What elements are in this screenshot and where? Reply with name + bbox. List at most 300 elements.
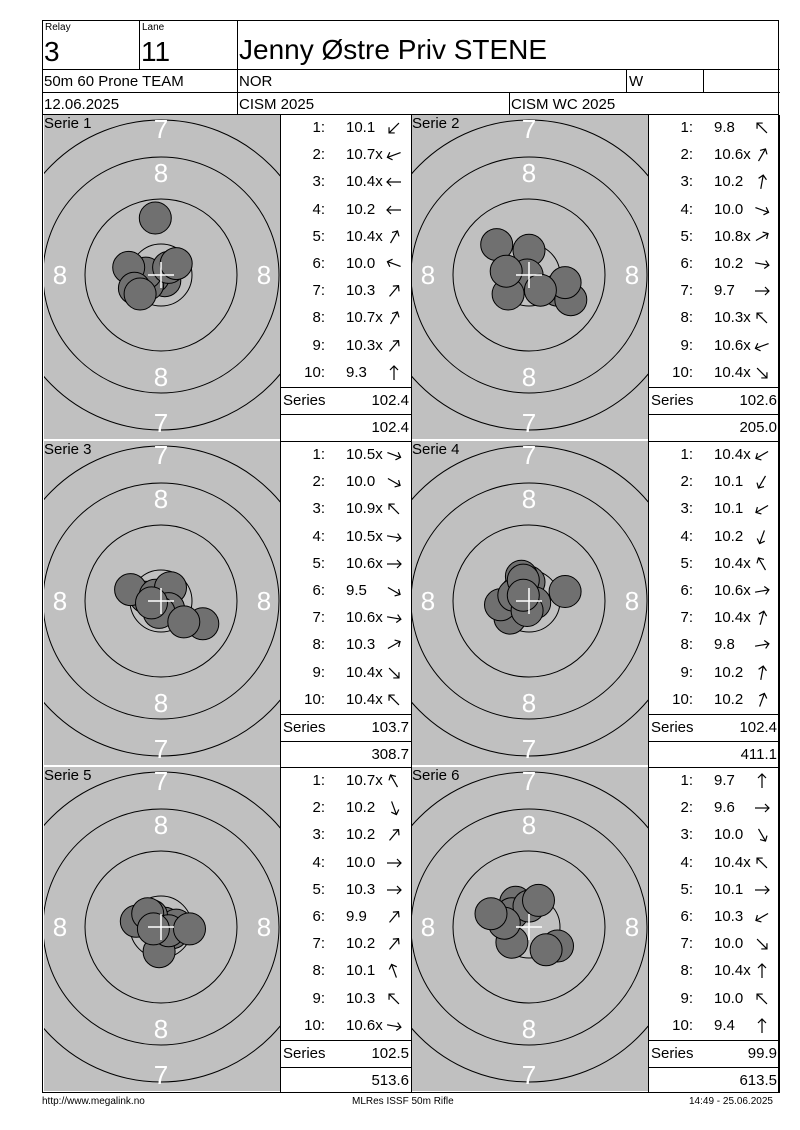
series-total: 102.4 [371, 392, 409, 409]
shot-number: 8: [312, 309, 325, 327]
shot-number: 6: [312, 582, 325, 599]
shot-row [649, 632, 779, 659]
ring-label-8: 8 [521, 362, 537, 392]
shot-number: 10: [672, 363, 693, 381]
cumulative-total: 205.0 [739, 419, 777, 436]
series-total: 99.9 [747, 1045, 777, 1062]
shot-value: 10.4x [346, 227, 383, 245]
shot-value: 9.6 [714, 799, 735, 817]
shot-value: 10.7x [346, 146, 383, 164]
shot-number: 1: [680, 772, 693, 789]
shot-number: 10: [672, 1016, 693, 1034]
direction-arrow-icon [753, 473, 771, 491]
divider [509, 92, 510, 116]
shot-number: 2: [312, 473, 325, 491]
shot-value: 10.7x [346, 772, 383, 789]
direction-arrow-icon [385, 309, 403, 327]
ring-label-7: 7 [521, 408, 537, 438]
shot-value: 10.3 [346, 989, 376, 1007]
shot-number: 9: [680, 989, 693, 1007]
direction-arrow-icon [385, 1017, 403, 1035]
shot-number: 10: [304, 690, 325, 708]
shot-value: 10.6x [714, 336, 751, 354]
direction-arrow-icon [385, 908, 403, 926]
shot-hole [549, 576, 581, 608]
shot-value: 10.1 [346, 119, 376, 136]
shot-value: 10.0 [714, 989, 744, 1007]
direction-arrow-icon [753, 826, 771, 844]
shot-number: 9: [312, 989, 325, 1007]
ring-label-7: 7 [153, 441, 169, 470]
divider [43, 92, 780, 93]
shot-row [281, 469, 411, 496]
series-label: Series [283, 392, 326, 409]
series-total: 102.6 [739, 392, 777, 409]
shot-value: 10.2 [346, 935, 376, 953]
nation: NOR [239, 73, 273, 90]
shot-value: 10.4x [346, 173, 383, 191]
relay-value: 3 [44, 36, 60, 67]
shot-value: 10.2 [346, 826, 376, 844]
shot-number: 3: [680, 500, 693, 518]
shot-number: 8: [312, 636, 325, 654]
ring-label-8: 8 [521, 810, 537, 840]
shot-row [649, 496, 779, 523]
shot-number: 5: [680, 227, 693, 245]
divider [626, 70, 627, 92]
shot-number: 8: [312, 962, 325, 980]
date: 12.06.2025 [44, 96, 120, 113]
series-total-row [281, 387, 411, 414]
shot-value: 10.8x [714, 227, 751, 245]
footer-url[interactable]: http://www.megalink.no [42, 1096, 145, 1107]
shot-value: 10.4x [714, 609, 751, 627]
direction-arrow-icon [385, 582, 403, 600]
shot-value: 10.1 [714, 473, 744, 491]
serie-label: Serie 6 [412, 767, 460, 784]
shot-number: 5: [680, 880, 693, 898]
series-label: Series [651, 1045, 694, 1062]
shot-list-4 [648, 441, 780, 767]
direction-arrow-icon [385, 935, 403, 953]
target-4 [412, 441, 648, 765]
shot-number: 5: [312, 227, 325, 245]
ring-label-7: 7 [521, 734, 537, 764]
direction-arrow-icon [385, 255, 403, 273]
ring-label-7: 7 [153, 1060, 169, 1090]
shot-value: 9.4 [714, 1016, 735, 1034]
shot-row [281, 333, 411, 360]
shot-row [281, 795, 411, 822]
shot-number: 7: [680, 935, 693, 953]
shot-row [281, 632, 411, 659]
shot-number: 3: [680, 173, 693, 191]
shot-row [281, 169, 411, 196]
shot-number: 10: [672, 690, 693, 708]
score-card [42, 20, 780, 1093]
direction-arrow-icon [385, 609, 403, 627]
shot-number: 2: [312, 799, 325, 817]
shot-row [649, 251, 779, 278]
direction-arrow-icon [385, 282, 403, 300]
shot-hole [523, 884, 555, 916]
event-name: 50m 60 Prone TEAM [44, 73, 184, 90]
shot-row [281, 1013, 411, 1040]
cumulative-row [649, 414, 779, 441]
shot-value: 10.0 [346, 255, 376, 272]
ring-label-8: 8 [521, 158, 537, 188]
shot-value: 10.1 [346, 962, 376, 980]
shot-row [649, 197, 779, 224]
shot-row [649, 115, 779, 142]
series-label: Series [283, 1045, 326, 1062]
direction-arrow-icon [753, 990, 771, 1008]
shot-row [281, 305, 411, 332]
divider [43, 69, 780, 70]
shot-number: 8: [680, 962, 693, 980]
direction-arrow-icon [385, 201, 403, 219]
direction-arrow-icon [753, 582, 771, 600]
ring-label-7: 7 [153, 115, 169, 144]
shot-row [649, 360, 779, 387]
shot-row [281, 958, 411, 985]
shot-value: 10.0 [346, 853, 376, 871]
shot-row [649, 578, 779, 605]
shot-row [281, 904, 411, 931]
direction-arrow-icon [753, 854, 771, 872]
serie-label: Serie 5 [44, 767, 92, 784]
shot-row [649, 850, 779, 877]
shot-number: 9: [312, 663, 325, 681]
series-label: Series [651, 719, 694, 736]
footer-software: MLRes ISSF 50m Rifle [352, 1096, 454, 1107]
shot-number: 3: [680, 826, 693, 844]
series-total-row [281, 714, 411, 741]
ring-label-8: 8 [52, 260, 68, 290]
direction-arrow-icon [385, 473, 403, 491]
shot-number: 7: [680, 282, 693, 300]
ring-label-8: 8 [624, 260, 640, 290]
shot-value: 10.6x [346, 609, 383, 627]
serie-label: Serie 3 [44, 441, 92, 458]
shot-value: 10.0 [714, 826, 744, 844]
shot-row [649, 469, 779, 496]
cumulative-total: 308.7 [371, 746, 409, 763]
ring-label-8: 8 [153, 158, 169, 188]
cumulative-total: 411.1 [740, 746, 777, 763]
direction-arrow-icon [753, 555, 771, 573]
shot-row [649, 224, 779, 251]
gender: W [629, 73, 644, 90]
shot-list-2 [648, 115, 780, 441]
direction-arrow-icon [385, 119, 403, 137]
shot-list-1 [280, 115, 412, 441]
shot-row [649, 169, 779, 196]
ring-label-8: 8 [153, 1014, 169, 1044]
shot-number: 2: [680, 146, 693, 164]
cumulative-total: 513.6 [371, 1072, 409, 1089]
series-label: Series [651, 392, 694, 409]
shot-value: 10.3 [346, 282, 376, 300]
shot-number: 4: [680, 200, 693, 218]
shot-row [281, 197, 411, 224]
shot-row [649, 1013, 779, 1040]
shot-number: 1: [312, 772, 325, 789]
shot-value: 10.3 [346, 636, 376, 654]
shot-number: 4: [312, 200, 325, 218]
shot-row [649, 305, 779, 332]
shot-hole [490, 255, 522, 287]
ring-label-8: 8 [420, 586, 436, 616]
shot-value: 10.0 [346, 473, 376, 491]
shot-row [649, 877, 779, 904]
shot-number: 6: [312, 255, 325, 272]
target-face [412, 441, 648, 765]
shot-row [649, 822, 779, 849]
shot-value: 10.6x [714, 582, 751, 599]
shot-value: 10.2 [346, 799, 376, 817]
direction-arrow-icon [753, 636, 771, 654]
cumulative-total: 102.4 [371, 419, 409, 436]
direction-arrow-icon [753, 935, 771, 953]
shot-row [649, 551, 779, 578]
shot-row [649, 795, 779, 822]
shot-row [281, 442, 411, 469]
series-total-row [281, 1040, 411, 1067]
series-total-row [649, 1040, 779, 1067]
direction-arrow-icon [753, 173, 771, 191]
shot-value: 10.4x [714, 853, 751, 871]
direction-arrow-icon [753, 337, 771, 355]
direction-arrow-icon [385, 962, 403, 980]
shot-value: 10.4x [346, 690, 383, 708]
direction-arrow-icon [753, 446, 771, 464]
shot-value: 9.7 [714, 282, 735, 300]
direction-arrow-icon [753, 528, 771, 546]
direction-arrow-icon [753, 146, 771, 164]
shot-row [281, 850, 411, 877]
shot-row [281, 660, 411, 687]
shot-number: 1: [312, 446, 325, 463]
shot-number: 6: [680, 255, 693, 272]
direction-arrow-icon [753, 799, 771, 817]
target-face [44, 767, 280, 1091]
shot-number: 9: [312, 336, 325, 354]
shot-list-5 [280, 767, 412, 1093]
series-total: 103.7 [371, 719, 409, 736]
shot-number: 7: [312, 935, 325, 953]
shot-number: 5: [680, 554, 693, 572]
shot-value: 10.3x [714, 309, 751, 327]
lane-label: Lane [142, 22, 165, 33]
target-2 [412, 115, 648, 439]
shot-number: 1: [312, 119, 325, 136]
direction-arrow-icon [385, 228, 403, 246]
ring-label-8: 8 [624, 586, 640, 616]
divider [703, 70, 704, 92]
shot-value: 10.2 [714, 663, 744, 681]
shot-number: 4: [680, 853, 693, 871]
ring-label-8: 8 [52, 912, 68, 942]
shot-row [281, 822, 411, 849]
target-6 [412, 767, 648, 1091]
shot-value: 10.6x [346, 1016, 383, 1034]
shot-value: 10.2 [346, 200, 376, 218]
shot-number: 9: [680, 336, 693, 354]
ring-label-7: 7 [153, 734, 169, 764]
shot-number: 5: [312, 880, 325, 898]
shot-row [281, 496, 411, 523]
target-5 [44, 767, 280, 1091]
shot-row [281, 524, 411, 551]
ring-label-8: 8 [256, 260, 272, 290]
direction-arrow-icon [753, 255, 771, 273]
competition: CISM 2025 [239, 96, 315, 113]
shot-hole [124, 278, 156, 310]
direction-arrow-icon [385, 146, 403, 164]
direction-arrow-icon [385, 664, 403, 682]
ring-label-8: 8 [420, 260, 436, 290]
shot-value: 10.4x [714, 363, 751, 381]
direction-arrow-icon [385, 799, 403, 817]
direction-arrow-icon [753, 908, 771, 926]
shot-row [649, 142, 779, 169]
direction-arrow-icon [753, 962, 771, 980]
shot-row [649, 333, 779, 360]
shot-number: 4: [312, 853, 325, 871]
shot-number: 3: [312, 173, 325, 191]
target-face [44, 441, 280, 765]
shot-value: 10.3 [714, 908, 744, 925]
direction-arrow-icon [753, 364, 771, 382]
shot-number: 7: [312, 609, 325, 627]
shot-row [281, 251, 411, 278]
shot-value: 9.8 [714, 636, 735, 654]
ring-label-7: 7 [521, 115, 537, 144]
shot-value: 10.2 [714, 690, 744, 708]
shot-hole [168, 606, 200, 638]
ring-label-8: 8 [624, 912, 640, 942]
shot-hole [174, 913, 206, 945]
direction-arrow-icon [385, 173, 403, 191]
athlete-name: Jenny Østre Priv STENE [239, 34, 548, 65]
shot-value: 10.0 [714, 200, 744, 218]
shot-number: 1: [680, 446, 693, 463]
shot-row [281, 578, 411, 605]
target-face [412, 115, 648, 439]
ring-label-8: 8 [521, 484, 537, 514]
shot-row [281, 931, 411, 958]
direction-arrow-icon [385, 364, 403, 382]
shot-row [281, 278, 411, 305]
series-grid [42, 115, 779, 1093]
cumulative-total: 613.5 [739, 1072, 777, 1089]
shot-value: 9.9 [346, 908, 367, 925]
competition-secondary: CISM WC 2025 [511, 96, 616, 113]
shot-row [281, 142, 411, 169]
shot-number: 2: [312, 146, 325, 164]
lane-value: 11 [141, 36, 171, 67]
shot-value: 10.4x [714, 962, 751, 980]
shot-number: 3: [312, 826, 325, 844]
shot-number: 1: [680, 119, 693, 136]
shot-row [649, 986, 779, 1013]
ring-label-7: 7 [153, 767, 169, 796]
target-face [412, 767, 648, 1091]
direction-arrow-icon [753, 119, 771, 137]
shot-hole [507, 579, 539, 611]
shot-row [281, 986, 411, 1013]
shot-number: 5: [312, 554, 325, 572]
shot-number: 4: [312, 527, 325, 545]
shot-value: 10.6x [714, 146, 751, 164]
shot-value: 10.4x [714, 446, 751, 463]
shot-row [281, 224, 411, 251]
direction-arrow-icon [753, 282, 771, 300]
direction-arrow-icon [385, 337, 403, 355]
shot-value: 10.2 [714, 173, 744, 191]
shot-row [649, 687, 779, 714]
shot-number: 9: [680, 663, 693, 681]
shot-value: 10.3x [346, 336, 383, 354]
shot-value: 10.4x [714, 554, 751, 572]
series-total: 102.5 [371, 1045, 409, 1062]
series-label: Series [283, 719, 326, 736]
shot-row [649, 904, 779, 931]
direction-arrow-icon [385, 854, 403, 872]
shot-number: 10: [304, 363, 325, 381]
shot-value: 10.5x [346, 527, 383, 545]
ring-label-7: 7 [521, 1060, 537, 1090]
shot-row [649, 660, 779, 687]
shot-row [649, 958, 779, 985]
shot-row [649, 931, 779, 958]
ring-label-8: 8 [420, 912, 436, 942]
ring-label-8: 8 [153, 688, 169, 718]
shot-number: 6: [680, 908, 693, 925]
target-1 [44, 115, 280, 439]
series-total-row [649, 714, 779, 741]
direction-arrow-icon [753, 664, 771, 682]
shot-number: 2: [680, 473, 693, 491]
direction-arrow-icon [753, 609, 771, 627]
ring-label-7: 7 [521, 441, 537, 470]
shot-row [649, 524, 779, 551]
ring-label-8: 8 [521, 688, 537, 718]
shot-row [649, 442, 779, 469]
direction-arrow-icon [385, 500, 403, 518]
shot-hole [530, 934, 562, 966]
shot-value: 10.0 [714, 935, 744, 953]
shot-number: 8: [680, 309, 693, 327]
shot-row [281, 115, 411, 142]
shot-row [281, 877, 411, 904]
direction-arrow-icon [753, 1017, 771, 1035]
ring-label-8: 8 [153, 362, 169, 392]
cumulative-row [281, 1067, 411, 1094]
target-3 [44, 441, 280, 765]
shot-value: 9.5 [346, 582, 367, 599]
shot-value: 9.8 [714, 119, 735, 136]
shot-list-6 [648, 767, 780, 1093]
direction-arrow-icon [385, 990, 403, 1008]
shot-number: 8: [680, 636, 693, 654]
ring-label-8: 8 [153, 484, 169, 514]
direction-arrow-icon [385, 446, 403, 464]
direction-arrow-icon [385, 881, 403, 899]
direction-arrow-icon [385, 826, 403, 844]
shot-value: 10.1 [714, 500, 744, 518]
